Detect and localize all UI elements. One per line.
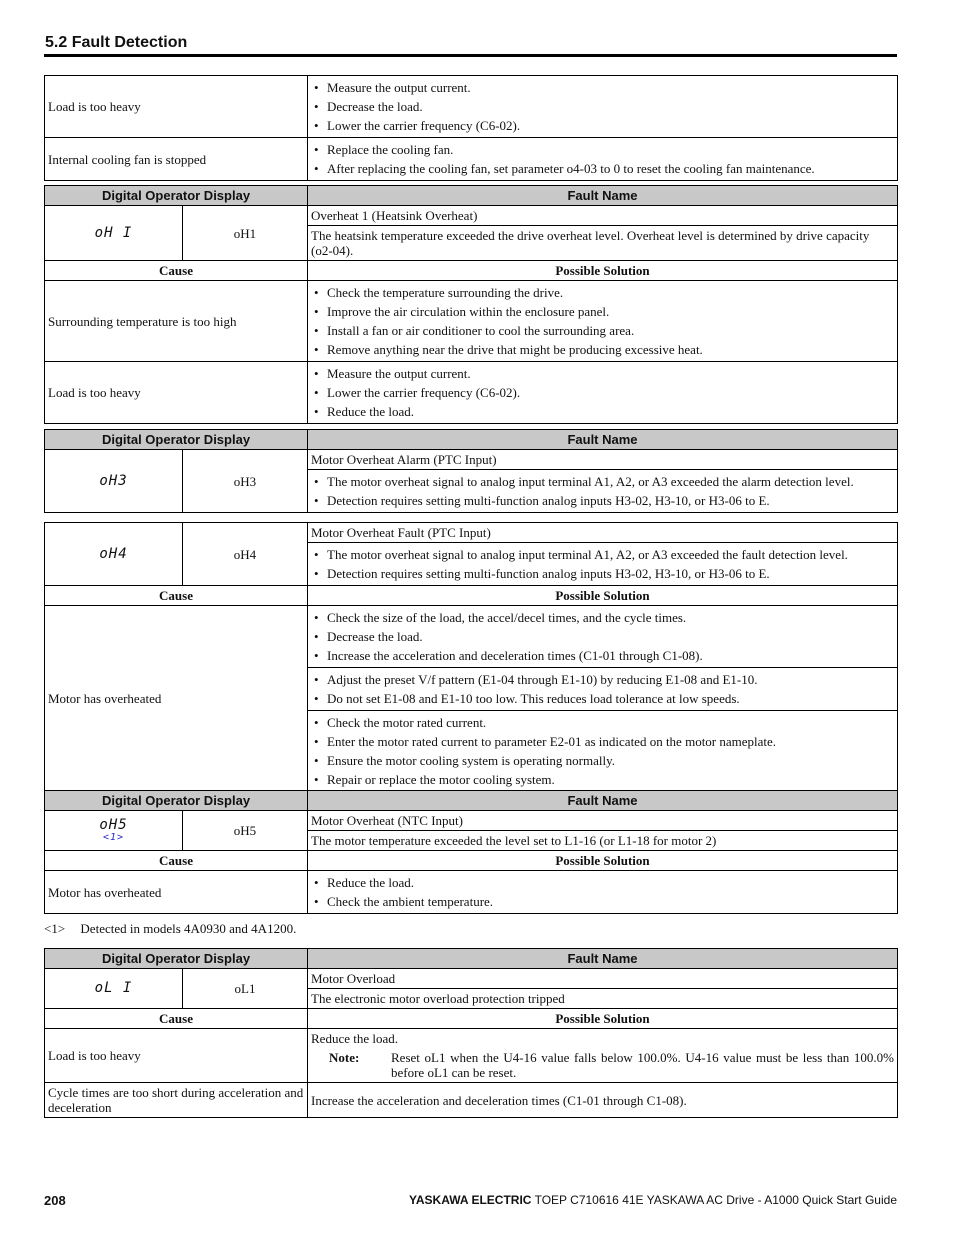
solution-cell: Increase the acceleration and deceleration times (C1-01 through C1-08). bbox=[308, 1083, 898, 1118]
solution-cell bbox=[308, 1029, 898, 1083]
fault-description: The heatsink temperature exceeded the drive overheat level. Overheat level is determined by drive capacity (o2-04). bbox=[308, 226, 898, 261]
list-item: • Measure the output current. bbox=[311, 78, 894, 97]
fault-name-header: Fault Name bbox=[308, 430, 898, 450]
table-footnote bbox=[44, 921, 308, 937]
note-text: Reset oL1 when the U4-16 value falls below 100.0%. U4-16 value must be less than 100.0% before oL1 can be reset. bbox=[391, 1050, 894, 1080]
table-row bbox=[45, 606, 898, 668]
solution-cell bbox=[308, 362, 898, 424]
note-block bbox=[311, 1050, 894, 1080]
display-header: Digital Operator Display bbox=[45, 430, 308, 450]
fault-name: Motor Overheat (NTC Input) bbox=[308, 811, 898, 831]
list-item: • Detection requires setting multi-function analog inputs H3-02, H3-10, or H3-06 to E. bbox=[311, 564, 894, 583]
solution-cell bbox=[308, 76, 898, 138]
list-item: • Check the size of the load, the accel/decel times, and the cycle times. bbox=[311, 608, 894, 627]
list-item: • Decrease the load. bbox=[311, 627, 894, 646]
footer-doc: TOEP C710616 41E YASKAWA AC Drive - A1000 Quick Start Guide bbox=[534, 1193, 897, 1207]
solution-cell bbox=[308, 606, 898, 668]
list-item: • Check the temperature surrounding the drive. bbox=[311, 283, 894, 302]
cause-header: Cause bbox=[45, 261, 308, 281]
list-item: • Improve the air circulation within the enclosure panel. bbox=[311, 302, 894, 321]
fault-description: The motor temperature exceeded the level set to L1-16 (or L1-18 for motor 2) bbox=[308, 831, 898, 851]
display-header: Digital Operator Display bbox=[45, 949, 308, 969]
section-title: 5.2 Fault Detection bbox=[45, 34, 188, 51]
footnote-ref[interactable]: <1> bbox=[102, 832, 125, 843]
solution-header: Possible Solution bbox=[308, 261, 898, 281]
list-item: • The motor overheat signal to analog input terminal A1, A2, or A3 exceeded the alarm detection level. bbox=[311, 472, 894, 491]
oh3-table bbox=[44, 429, 898, 513]
cause-cell: Motor has overheated bbox=[45, 871, 308, 914]
solution-header: Possible Solution bbox=[308, 851, 898, 871]
list-item: • Check the motor rated current. bbox=[311, 713, 894, 732]
footer-brand: YASKAWA ELECTRIC bbox=[408, 1193, 532, 1207]
display-header: Digital Operator Display bbox=[45, 791, 308, 811]
list-item: • Enter the motor rated current to parameter E2-01 as indicated on the motor nameplate. bbox=[311, 732, 894, 751]
cause-header: Cause bbox=[45, 851, 308, 871]
fault-name-header: Fault Name bbox=[308, 186, 898, 206]
operator-display bbox=[45, 811, 183, 851]
solution-header: Possible Solution bbox=[308, 586, 898, 606]
fault-code: oL1 bbox=[183, 969, 308, 1009]
list-item: • Reduce the load. bbox=[311, 402, 894, 421]
list-item: • Do not set E1-08 and E1-10 too low. This reduces load tolerance at low speeds. bbox=[311, 689, 894, 708]
header-rule bbox=[44, 54, 897, 57]
solution-cell bbox=[308, 711, 898, 792]
list-item: • After replacing the cooling fan, set parameter o4-03 to 0 to reset the cooling fan maintenance. bbox=[311, 159, 894, 178]
operator-display: oH I bbox=[45, 206, 183, 261]
list-item: • Detection requires setting multi-function analog inputs H3-02, H3-10, or H3-06 to E. bbox=[311, 491, 894, 510]
list-item: • Lower the carrier frequency (C6-02). bbox=[311, 116, 894, 135]
note-label: Note: bbox=[329, 1050, 360, 1065]
oh4-table bbox=[44, 522, 898, 792]
list-item: • Replace the cooling fan. bbox=[311, 140, 894, 159]
operator-display: oH4 bbox=[45, 523, 183, 586]
list-item: • Adjust the preset V/f pattern (E1-04 through E1-10) by reducing E1-08 and E1-10. bbox=[311, 670, 894, 689]
solution-text: Reduce the load. bbox=[311, 1031, 398, 1046]
page-footer bbox=[409, 1193, 897, 1207]
cause-cell: Cycle times are too short during acceleration and deceleration bbox=[45, 1083, 308, 1118]
solution-cell bbox=[308, 871, 898, 914]
list-item: • Decrease the load. bbox=[311, 97, 894, 116]
fault-name: Motor Overload bbox=[308, 969, 898, 989]
cause-cell: Internal cooling fan is stopped bbox=[45, 138, 308, 181]
fault-code: oH1 bbox=[183, 206, 308, 261]
table-row bbox=[45, 1029, 898, 1083]
fault-name-header: Fault Name bbox=[308, 949, 898, 969]
solution-header: Possible Solution bbox=[308, 1009, 898, 1029]
table-row bbox=[45, 871, 898, 914]
display-header: Digital Operator Display bbox=[45, 186, 308, 206]
fault-description bbox=[308, 543, 898, 586]
fault-code: oH4 bbox=[183, 523, 308, 586]
list-item: • Ensure the motor cooling system is operating normally. bbox=[311, 751, 894, 770]
cause-cell: Load is too heavy bbox=[45, 1029, 308, 1083]
oh1-table bbox=[44, 185, 898, 424]
cause-cell: Surrounding temperature is too high bbox=[45, 281, 308, 362]
list-item: • Increase the acceleration and deceleration times (C1-01 through C1-08). bbox=[311, 646, 894, 665]
fault-name-header: Fault Name bbox=[308, 791, 898, 811]
list-item: • Remove anything near the drive that might be producing excessive heat. bbox=[311, 340, 894, 359]
list-item: • The motor overheat signal to analog input terminal A1, A2, or A3 exceeded the fault detection level. bbox=[311, 545, 894, 564]
cause-cell: Load is too heavy bbox=[45, 362, 308, 424]
operator-display: oL I bbox=[45, 969, 183, 1009]
cause-cell: Motor has overheated bbox=[45, 606, 308, 792]
table-row bbox=[45, 281, 898, 362]
table-row bbox=[45, 76, 898, 138]
solution-cell bbox=[308, 281, 898, 362]
footnote-mark: <1> bbox=[44, 921, 66, 936]
page-number: 208 bbox=[44, 1193, 66, 1208]
list-item: • Lower the carrier frequency (C6-02). bbox=[311, 383, 894, 402]
oh5-table bbox=[44, 790, 898, 914]
table-row bbox=[45, 1083, 898, 1118]
display-glyph: oH5 bbox=[99, 817, 128, 833]
cause-header: Cause bbox=[45, 586, 308, 606]
fault-code: oH3 bbox=[183, 450, 308, 513]
fault-code: oH5 bbox=[183, 811, 308, 851]
list-item: • Install a fan or air conditioner to cool the surrounding area. bbox=[311, 321, 894, 340]
ol1-table bbox=[44, 948, 898, 1118]
footnote-text: Detected in models 4A0930 and 4A1200. bbox=[80, 921, 297, 936]
table-row bbox=[45, 362, 898, 424]
list-item: • Reduce the load. bbox=[311, 873, 894, 892]
table-row bbox=[45, 138, 898, 181]
fault-description bbox=[308, 470, 898, 513]
cause-header: Cause bbox=[45, 1009, 308, 1029]
solution-cell bbox=[308, 138, 898, 181]
top-table bbox=[44, 75, 898, 181]
operator-display: oH3 bbox=[45, 450, 183, 513]
cause-cell: Load is too heavy bbox=[45, 76, 308, 138]
fault-description: The electronic motor overload protection tripped bbox=[308, 989, 898, 1009]
list-item: • Measure the output current. bbox=[311, 364, 894, 383]
fault-name: Motor Overheat Alarm (PTC Input) bbox=[308, 450, 898, 470]
list-item: • Check the ambient temperature. bbox=[311, 892, 894, 911]
fault-name: Overheat 1 (Heatsink Overheat) bbox=[308, 206, 898, 226]
list-item: • Repair or replace the motor cooling system. bbox=[311, 770, 894, 789]
solution-cell bbox=[308, 668, 898, 711]
fault-name: Motor Overheat Fault (PTC Input) bbox=[308, 523, 898, 543]
